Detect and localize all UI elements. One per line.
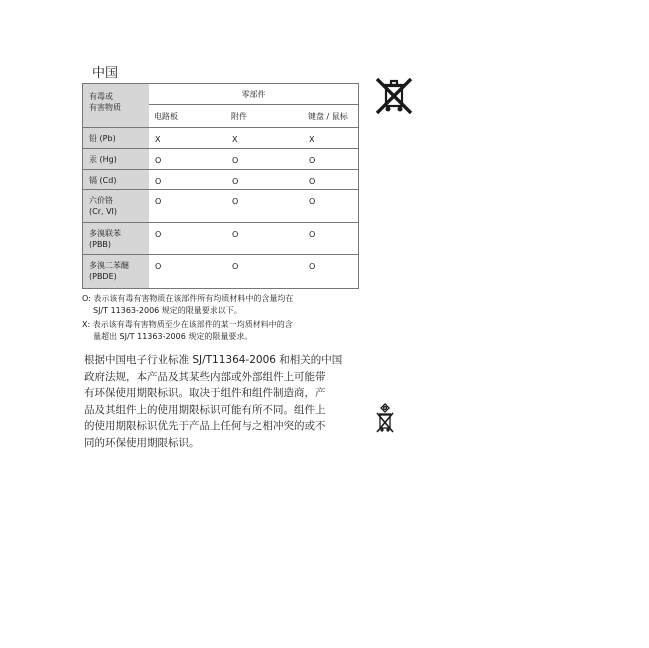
table-cell: O — [149, 149, 226, 170]
crossed-out-wheelie-bin-icon — [374, 76, 414, 116]
table-row — [83, 128, 359, 149]
hazardous-substance-table — [82, 83, 359, 289]
table-cell: O — [226, 255, 303, 289]
substance-name: 汞 (Hg) — [83, 149, 150, 170]
table-cell: X — [149, 128, 226, 149]
table-cell: O — [226, 170, 303, 190]
environmental-period-paragraph: 根据中国电子行业标准 SJ/T11364-2006 和相关的中国 政府法规，本产品及其某些内部或外部组件上可能带 有环保使用期限标识。取决于组件和组件制造商，产 品及其组件上的使用期限标识可能有所不同。组件上 的使用期限标识优先于产品上任何与之相冲突的或不 同的环保使用期限标识。 — [84, 354, 343, 449]
crossed-out-wheelie-bin-icon — [374, 402, 396, 436]
column-header-keyboard-mouse: 键盘 / 鼠标 — [308, 111, 348, 121]
table-cell: O — [226, 149, 303, 170]
table-cell: O — [149, 255, 226, 289]
note-o: O: 表示该有毒有害物质在该部件所有均质材料中的含量均在 SJ/T 11363-2006 规定的限量要求以下。 — [82, 294, 294, 315]
table-cell: O — [149, 223, 226, 255]
parts-header: 零部件 — [149, 84, 359, 105]
substance-name: 镉 (Cd) — [83, 170, 150, 190]
table-row — [83, 190, 359, 223]
table-cell: O — [303, 255, 359, 289]
table-row — [83, 170, 359, 190]
column-header-circuit-board: 电路板 — [154, 111, 178, 121]
table-row — [83, 223, 359, 255]
table-row — [83, 149, 359, 170]
column-header-accessories: 附件 — [231, 111, 247, 121]
substance-name: 多溴联苯 (PBB) — [83, 223, 150, 255]
table-cell: X — [303, 128, 359, 149]
substance-column-header: 有毒或 有害物质 — [83, 84, 150, 128]
section-heading-china: 中国 — [92, 66, 119, 81]
table-cell: O — [303, 170, 359, 190]
table-cell: O — [303, 190, 359, 223]
table-row — [83, 255, 359, 289]
substance-name: 多溴二苯醚 (PBDE) — [83, 255, 150, 289]
table-cell: O — [303, 149, 359, 170]
substance-name: 铅 (Pb) — [83, 128, 150, 149]
table-cell: O — [226, 190, 303, 223]
table-cell: O — [303, 223, 359, 255]
table-cell: O — [149, 190, 226, 223]
table-cell: O — [149, 170, 226, 190]
note-x: X: 表示该有毒有害物质至少在该部件的某一均质材料中的含 量超出 SJ/T 11363-2006 规定的限量要求。 — [82, 320, 293, 341]
substance-name: 六价铬 (Cr, VI) — [83, 190, 150, 223]
table-cell: O — [226, 223, 303, 255]
table-cell: X — [226, 128, 303, 149]
